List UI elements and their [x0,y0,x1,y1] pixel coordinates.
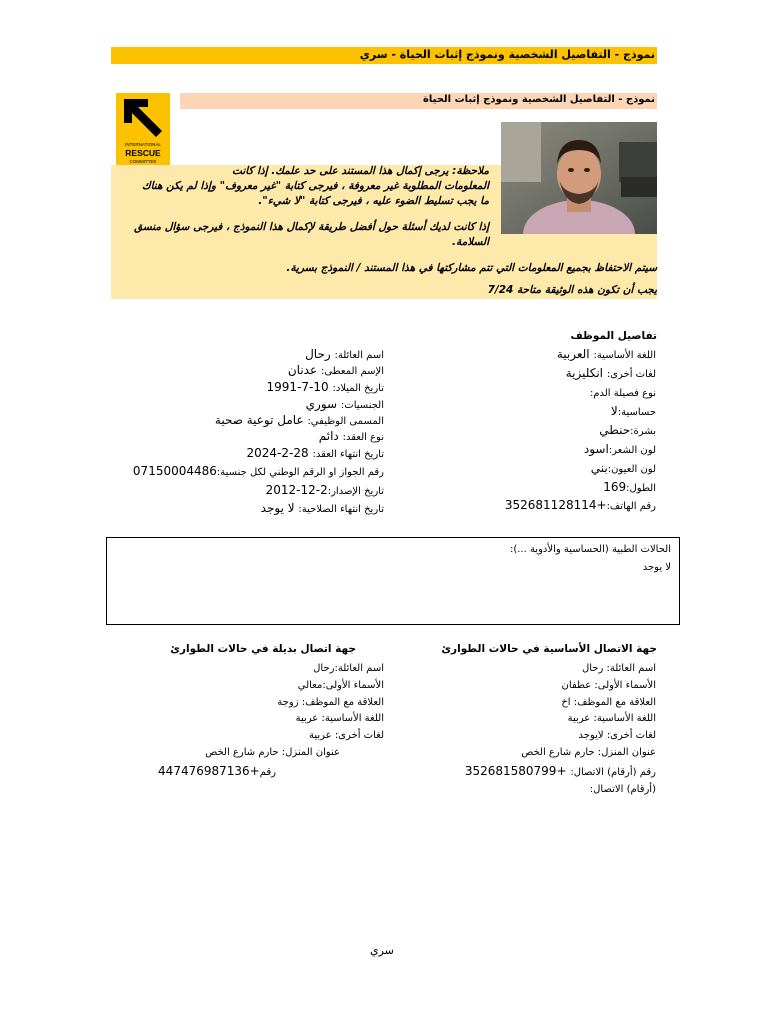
notice-line-5: السلامة. [452,236,489,248]
alternate-emergency-heading: جهة اتصال بديلة في حالات الطوارئ [170,643,356,655]
primary-phone-row: رقم (أرقام) الاتصال: +352681580799 [464,764,656,778]
blood-type-row: نوع فصيلة الدم: [589,388,656,399]
notice-line-3: ما يجب تسليط الضوء عليه ، فيرجى كتابة "لا شيء". [258,195,489,207]
primary-language-row: اللغة الأساسية: العربية [556,347,656,361]
medical-conditions-value: لا يوجد [642,562,671,573]
alternate-first-names-row: الأسماء الأولى:معالي [297,680,384,691]
notice-line-7: يجب أن تكون هذه الوثيقة متاحة 7/24 [487,284,657,296]
logo-text-international: INTERNATIONAL [125,142,161,147]
confidential-footer: سري [370,944,394,957]
height-row: الطول:169 [603,480,656,494]
phone-row: رقم الهاتف:+352681128114 [504,498,656,512]
document-subtitle: نموذج - التفاصيل الشخصية ونموذج إثبات الحياة [422,94,655,105]
document-title: نموذج - التفاصيل الشخصية ونموذج إثبات الحياة - سري [359,48,655,61]
alternate-phone-row: رقم+447476987136 [158,764,276,778]
employee-photo [501,122,657,234]
skin-row: بشرة:حنطي [599,423,656,437]
medical-conditions-box [106,537,680,625]
employee-details-heading: تفاصيل الموظف [570,330,657,342]
nationality-row: الجنسيات: سوري [305,397,384,411]
notice-line-2: المعلومات المطلوبة غير معروفة ، فيرجى كتابة "غير معروف" وإذا لم يكن هناك [141,180,489,192]
primary-language-row: اللغة الأساسية: عربية [567,713,656,724]
other-languages-row: لغات أخرى: انكليزية [565,366,656,380]
alternate-address-row: عنوان المنزل: حارم شارع الخص [205,747,340,758]
primary-first-names-row: الأسماء الأولى: عطفان [561,680,656,691]
alternate-family-name-row: اسم العائلة:رحال [313,663,384,674]
logo-text-rescue: RESCUE [125,148,161,158]
birth-date-row: تاريخ الميلاد: 10-7-1991 [266,380,384,394]
eye-color-row: لون العيون:بني [590,461,656,475]
notice-line-6: سيتم الاحتفاظ بجميع المعلومات التي تتم مشاركتها في هذا المستند / النموذج بسرية. [286,262,657,274]
alternate-language-row: اللغة الأساسية: عربية [295,713,384,724]
irc-logo [116,93,170,169]
notice-line-1: ملاحظة: يرجى إكمال هذا المستند على حد علمك. إذا كانت [232,165,489,177]
primary-other-languages-row: لغات أخرى: لايوجد [578,730,656,741]
notice-line-4: إذا كانت لديك أسئلة حول أفضل طريقة لإكمال هذا النموذج ، فيرجى سؤال منسق [134,221,489,233]
logo-text-committee: COMMITTEE [129,159,157,164]
contract-type-row: نوع العقد: دائم [318,429,384,443]
issue-date-row: تاريخ الإصدار:2-12-2012 [265,483,384,497]
expiry-date-row: تاريخ انتهاء الصلاحية: لا يوجد [260,501,384,515]
alternate-other-languages-row: لغات أخرى: عربية [308,730,384,741]
passport-row: رقم الجواز او الرقم الوطني لكل جنسية:07150004486 [132,464,384,478]
medical-conditions-label: الحالات الطبية (الحساسية والأدوية ...): [509,544,671,555]
family-name-row: اسم العائلة: رحال [305,347,384,361]
primary-relationship-row: العلاقة مع الموظف: اخ [561,697,656,708]
given-name-row: الإسم المعطى: عدنان [287,363,384,377]
allergy-row: حساسية:لا [610,404,656,418]
hair-color-row: لون الشعر:اسود [583,442,656,456]
document-title-bar [111,47,657,64]
primary-emergency-heading: جهة الاتصال الأساسية في حالات الطوارئ [441,643,657,655]
contract-end-row: تاريخ انتهاء العقد: 28-2-2024 [246,446,384,460]
primary-address-row: عنوان المنزل: حارم شارع الخص [521,747,656,758]
irc-logo-icon [116,93,170,143]
primary-family-name-row: اسم العائلة: رحال [581,663,656,674]
primary-phone-row-2: (أرقام) الاتصال: [589,784,656,795]
document-subtitle-bar [180,93,657,109]
job-title-row: المسمى الوظيفي: عامل توعية صحية [214,413,384,427]
alternate-relationship-row: العلاقة مع الموظف: زوجة [277,697,384,708]
